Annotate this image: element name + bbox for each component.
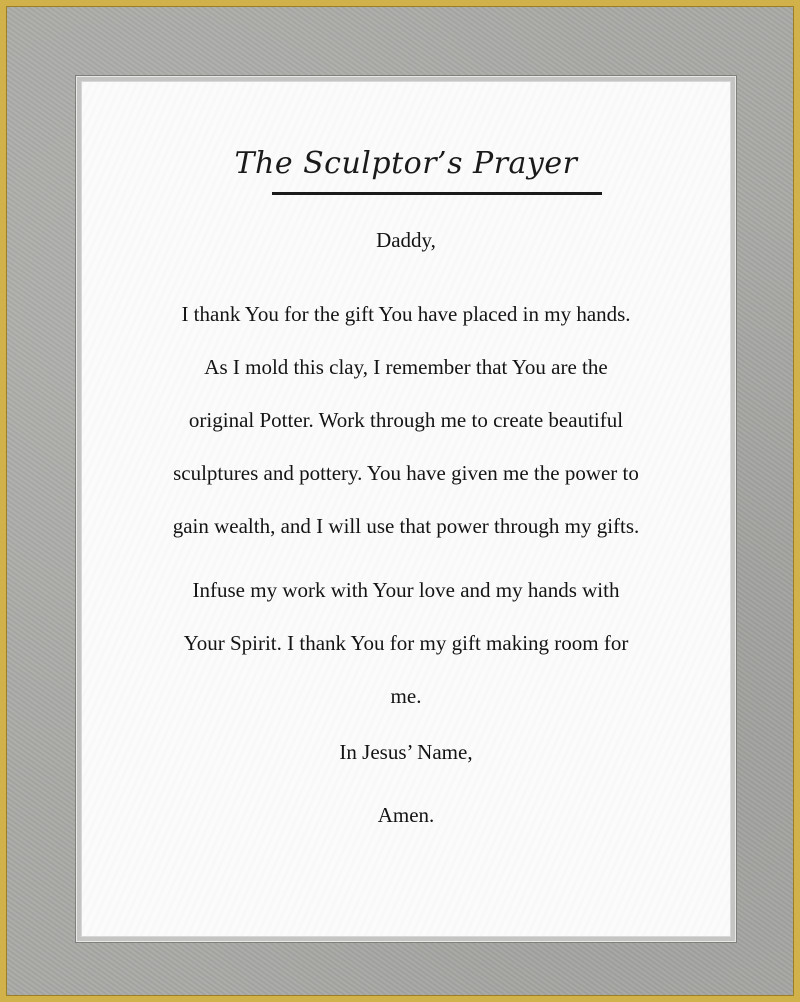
prayer-line: Infuse my work with Your love and my hands with (192, 578, 620, 602)
title-underline (272, 192, 602, 195)
prayer-paragraph-2 (82, 564, 730, 723)
prayer-line: original Potter. Work through me to create beautiful (188, 408, 624, 432)
prayer-line: gain wealth, and I will use that power through my gifts. (172, 514, 640, 538)
prayer-amen: Amen. (377, 803, 435, 827)
prayer-line: As I mold this clay, I remember that You are the (204, 355, 608, 379)
prayer-title: The Sculptor’s Prayer (234, 146, 578, 181)
prayer-line: Your Spirit. I thank You for my gift making room for (183, 631, 629, 655)
prayer-line: me. (390, 684, 422, 708)
frame-mat (76, 76, 736, 942)
prayer-line: I thank You for the gift You have placed in my hands. (181, 302, 631, 326)
prayer-greeting: Daddy, (376, 228, 436, 252)
prayer-closing: In Jesus’ Name, (339, 740, 473, 764)
prayer-paragraph-1 (82, 288, 730, 553)
prayer-sheet (81, 81, 731, 937)
prayer-line: sculptures and pottery. You have given me the power to (173, 461, 639, 485)
